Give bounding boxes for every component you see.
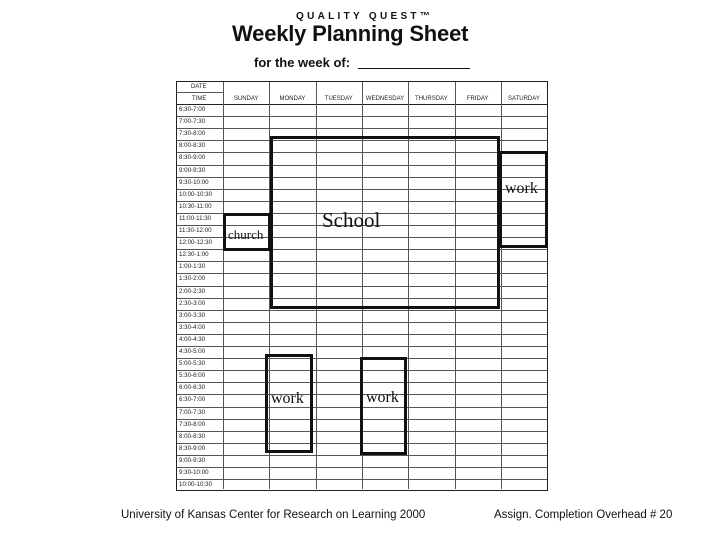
time-slot-label: 9:30-10:00 [179,469,209,476]
time-slot-label: 6:30-7:00 [179,106,206,113]
day-header: MONDAY [279,96,306,102]
time-slot-label: 5:00-5:30 [179,360,206,368]
time-slot-label: 2:00-2:30 [179,287,206,295]
time-slot-label: 11:30-12:00 [179,227,212,234]
brand-name: QUALITY QUEST™ [296,11,434,22]
wednesday-work-label: work [366,389,399,406]
time-slot-label: 10:00-10:30 [179,190,213,198]
day-header: SUNDAY [233,96,259,102]
saturday-work-block [499,151,548,248]
time-slot-label: 1:00-1:30 [179,263,206,271]
time-slot-label: 6:00-6:30 [179,384,206,392]
time-slot-label: 8:30-9:00 [179,444,206,452]
school-block [270,136,500,309]
time-slot-label: 6:30-7:00 [179,396,206,404]
time-slot-label: 9:00-9:30 [179,456,206,464]
monday-work-label: work [271,390,304,407]
day-header: THURSDAY [415,96,448,102]
row-divider [177,467,547,468]
time-slot-label: 8:00-8:30 [179,432,206,440]
time-slot-label: 7:30-8:00 [179,130,206,138]
row-divider [177,128,547,129]
time-slot-label: 11:00-11:30 [179,214,212,222]
footer-credit: University of Kansas Center for Research on Learning 2000 [121,509,426,521]
time-slot-label: 1:30-2:00 [179,275,206,283]
time-slot-label: 8:00-8:30 [179,142,206,150]
date-divider [177,92,223,93]
time-slot-label: 4:30-5:00 [179,348,206,355]
time-slot-label: 9:00-9:30 [179,166,206,174]
row-divider [177,346,547,347]
row-divider [177,334,547,335]
time-slot-label: 7:00-7:30 [179,118,206,126]
day-header: SATURDAY [508,96,540,102]
day-header: WEDNESDAY [365,96,405,102]
footer-overhead-number: Assign. Completion Overhead # 20 [494,509,673,521]
saturday-work-label: work [505,180,538,197]
time-slot-label: 8:30-9:00 [179,154,206,162]
time-slot-label: 4:00-4:30 [179,335,206,343]
time-slot-label: 7:30-8:00 [179,420,206,428]
time-slot-label: 10:30-11:00 [179,202,212,210]
row-divider [177,479,547,480]
row-divider [177,116,547,117]
week-of-label: for the week of: [254,55,351,70]
row-divider [177,322,547,323]
date-header: DATE [191,84,207,90]
church-label: church [228,227,264,242]
page-title: Weekly Planning Sheet [232,21,469,46]
time-slot-label: 10:00-10:30 [179,481,213,489]
time-slot-label: 3:00-3:30 [179,311,206,319]
time-slot-label: 12:30-1:00 [179,251,209,259]
school-label: School [322,208,381,232]
day-header: FRIDAY [466,96,489,102]
time-slot-label: 9:30-10:00 [179,178,209,186]
time-slot-label: 3:30-4:00 [179,323,206,331]
day-header: TUESDAY [324,96,353,102]
time-slot-label: 7:00-7:30 [179,408,206,416]
row-divider [177,455,547,456]
row-divider [177,310,547,311]
week-of-blank-line [358,68,470,69]
time-slot-label: 5:30-6:00 [179,372,206,380]
time-header: TIME [192,96,207,102]
time-slot-label: 2:30-3:00 [179,299,206,307]
time-slot-label: 12:00-12:30 [179,239,213,247]
